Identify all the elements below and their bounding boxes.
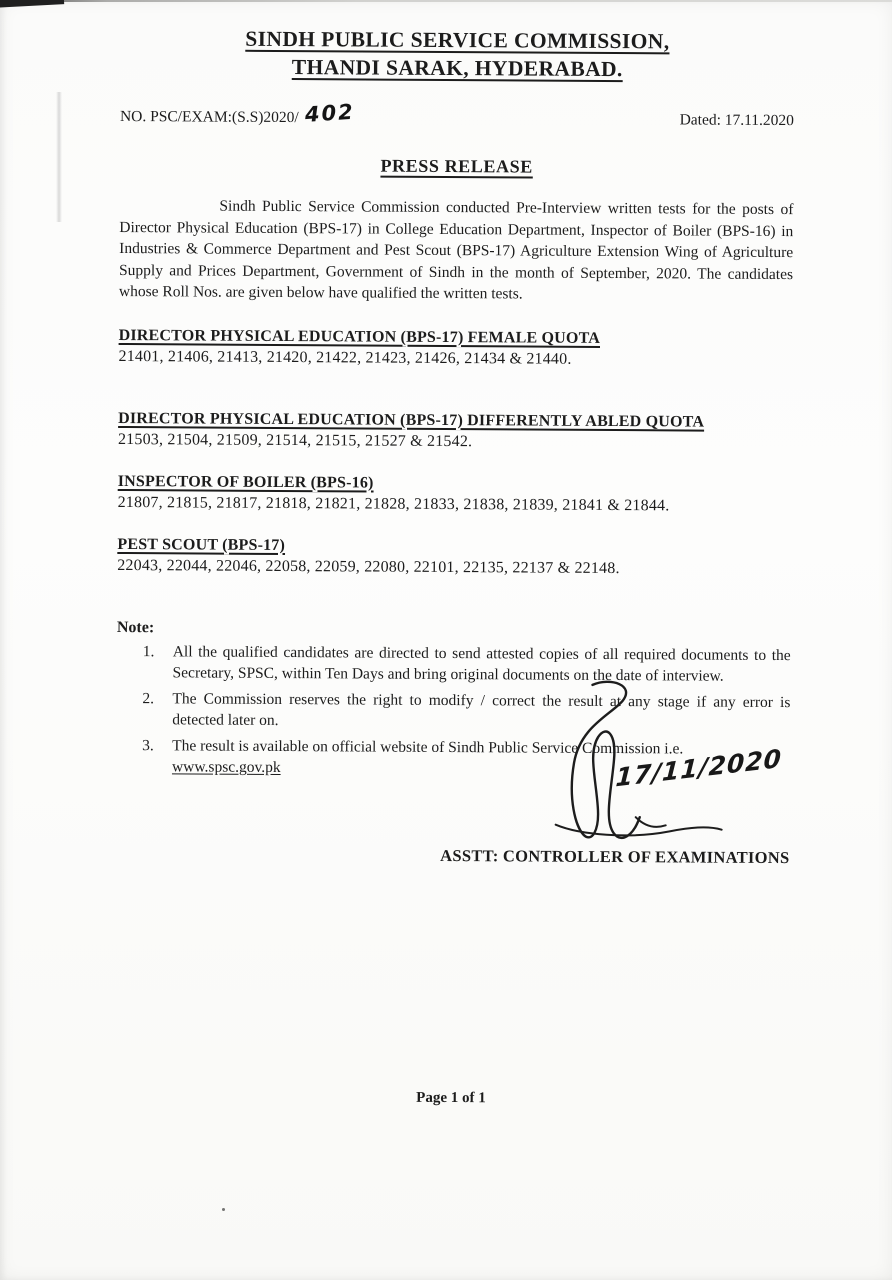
document-date: Dated: 17.11.2020 [679,111,795,130]
note-item-text: All the qualified candidates are directed to send attested copies of all required documents to the Secretary, SPSC, within Ten Days and bring original documents on the date of interview. [172,642,791,685]
note-item-text-main: The result is available on official website of Sindh Public Service Commission i.e. [172,736,684,757]
section-heading: DIRECTOR PHYSICAL EDUCATION (BPS-17) FEMALE QUOTA [118,326,601,347]
note-item-number: 2. [142,689,155,707]
reference-number-handwritten: 402 [303,99,356,127]
roll-numbers: 22043, 22044, 22046, 22058, 22059, 22080, 22101, 22135, 22137 & 22148. [117,556,620,577]
section-heading: DIRECTOR PHYSICAL EDUCATION (BPS-17) DIFFERENTLY ABLED QUOTA [118,409,705,431]
scan-dot-artifact [222,1208,225,1211]
result-section [117,535,791,578]
roll-numbers: 21807, 21815, 21817, 21818, 21821, 21828, 21833, 21838, 21839, 21841 & 21844. [117,493,670,514]
press-release-title: PRESS RELEASE [380,155,533,177]
roll-numbers: 21401, 21406, 21413, 21420, 21422, 21423, 21426, 21434 & 21440. [118,347,572,368]
section-heading: INSPECTOR OF BOILER (BPS-16) [117,472,374,492]
press-release-title-wrap [120,154,794,179]
reference-number [119,99,356,127]
section-heading: PEST SCOUT (BPS-17) [117,535,286,554]
letterhead [120,24,794,84]
organization-name-line1: SINDH PUBLIC SERVICE COMMISSION, [245,26,670,54]
signatory-designation: ASSTT: CONTROLLER OF EXAMINATIONS [440,845,790,867]
reference-row [119,99,795,130]
note-label: Note: [116,618,155,636]
note-item-number: 3. [142,736,154,754]
result-section [118,472,792,515]
reference-number-label: NO. PSC/EXAM:(S.S)2020/ [119,108,299,127]
organization-name-line2: THANDI SARAK, HYDERABAD. [291,55,623,82]
roll-numbers: 21503, 21504, 21509, 21514, 21515, 21527 & 21542. [117,430,473,450]
result-section [118,409,792,452]
page-number: Page 1 of 1 [416,1089,486,1106]
spsc-website-url: www.spsc.gov.pk [171,758,281,776]
note-item-number: 1. [142,642,155,660]
intro-paragraph: Sindh Public Service Commission conducted Pre-Interview written tests for the posts of Director Physical Education (BPS-17) in College Education Department, Inspector of Boiler (BPS-16) in Industries & Commerce Department and Pest Scout (BPS-17) Agriculture Extension Wing of Agriculture Supply and Prices Department, Government of Sindh in the month of September, 2020. The candidates whose Roll Nos. are given below have qualified the written tests. [118,197,794,303]
result-section [118,326,792,369]
handwritten-date-text: 17/11/2020 [614,743,783,792]
note-item-text: The Commission reserves the right to modify / correct the result at any stage if any error is detected later on. [172,689,791,729]
